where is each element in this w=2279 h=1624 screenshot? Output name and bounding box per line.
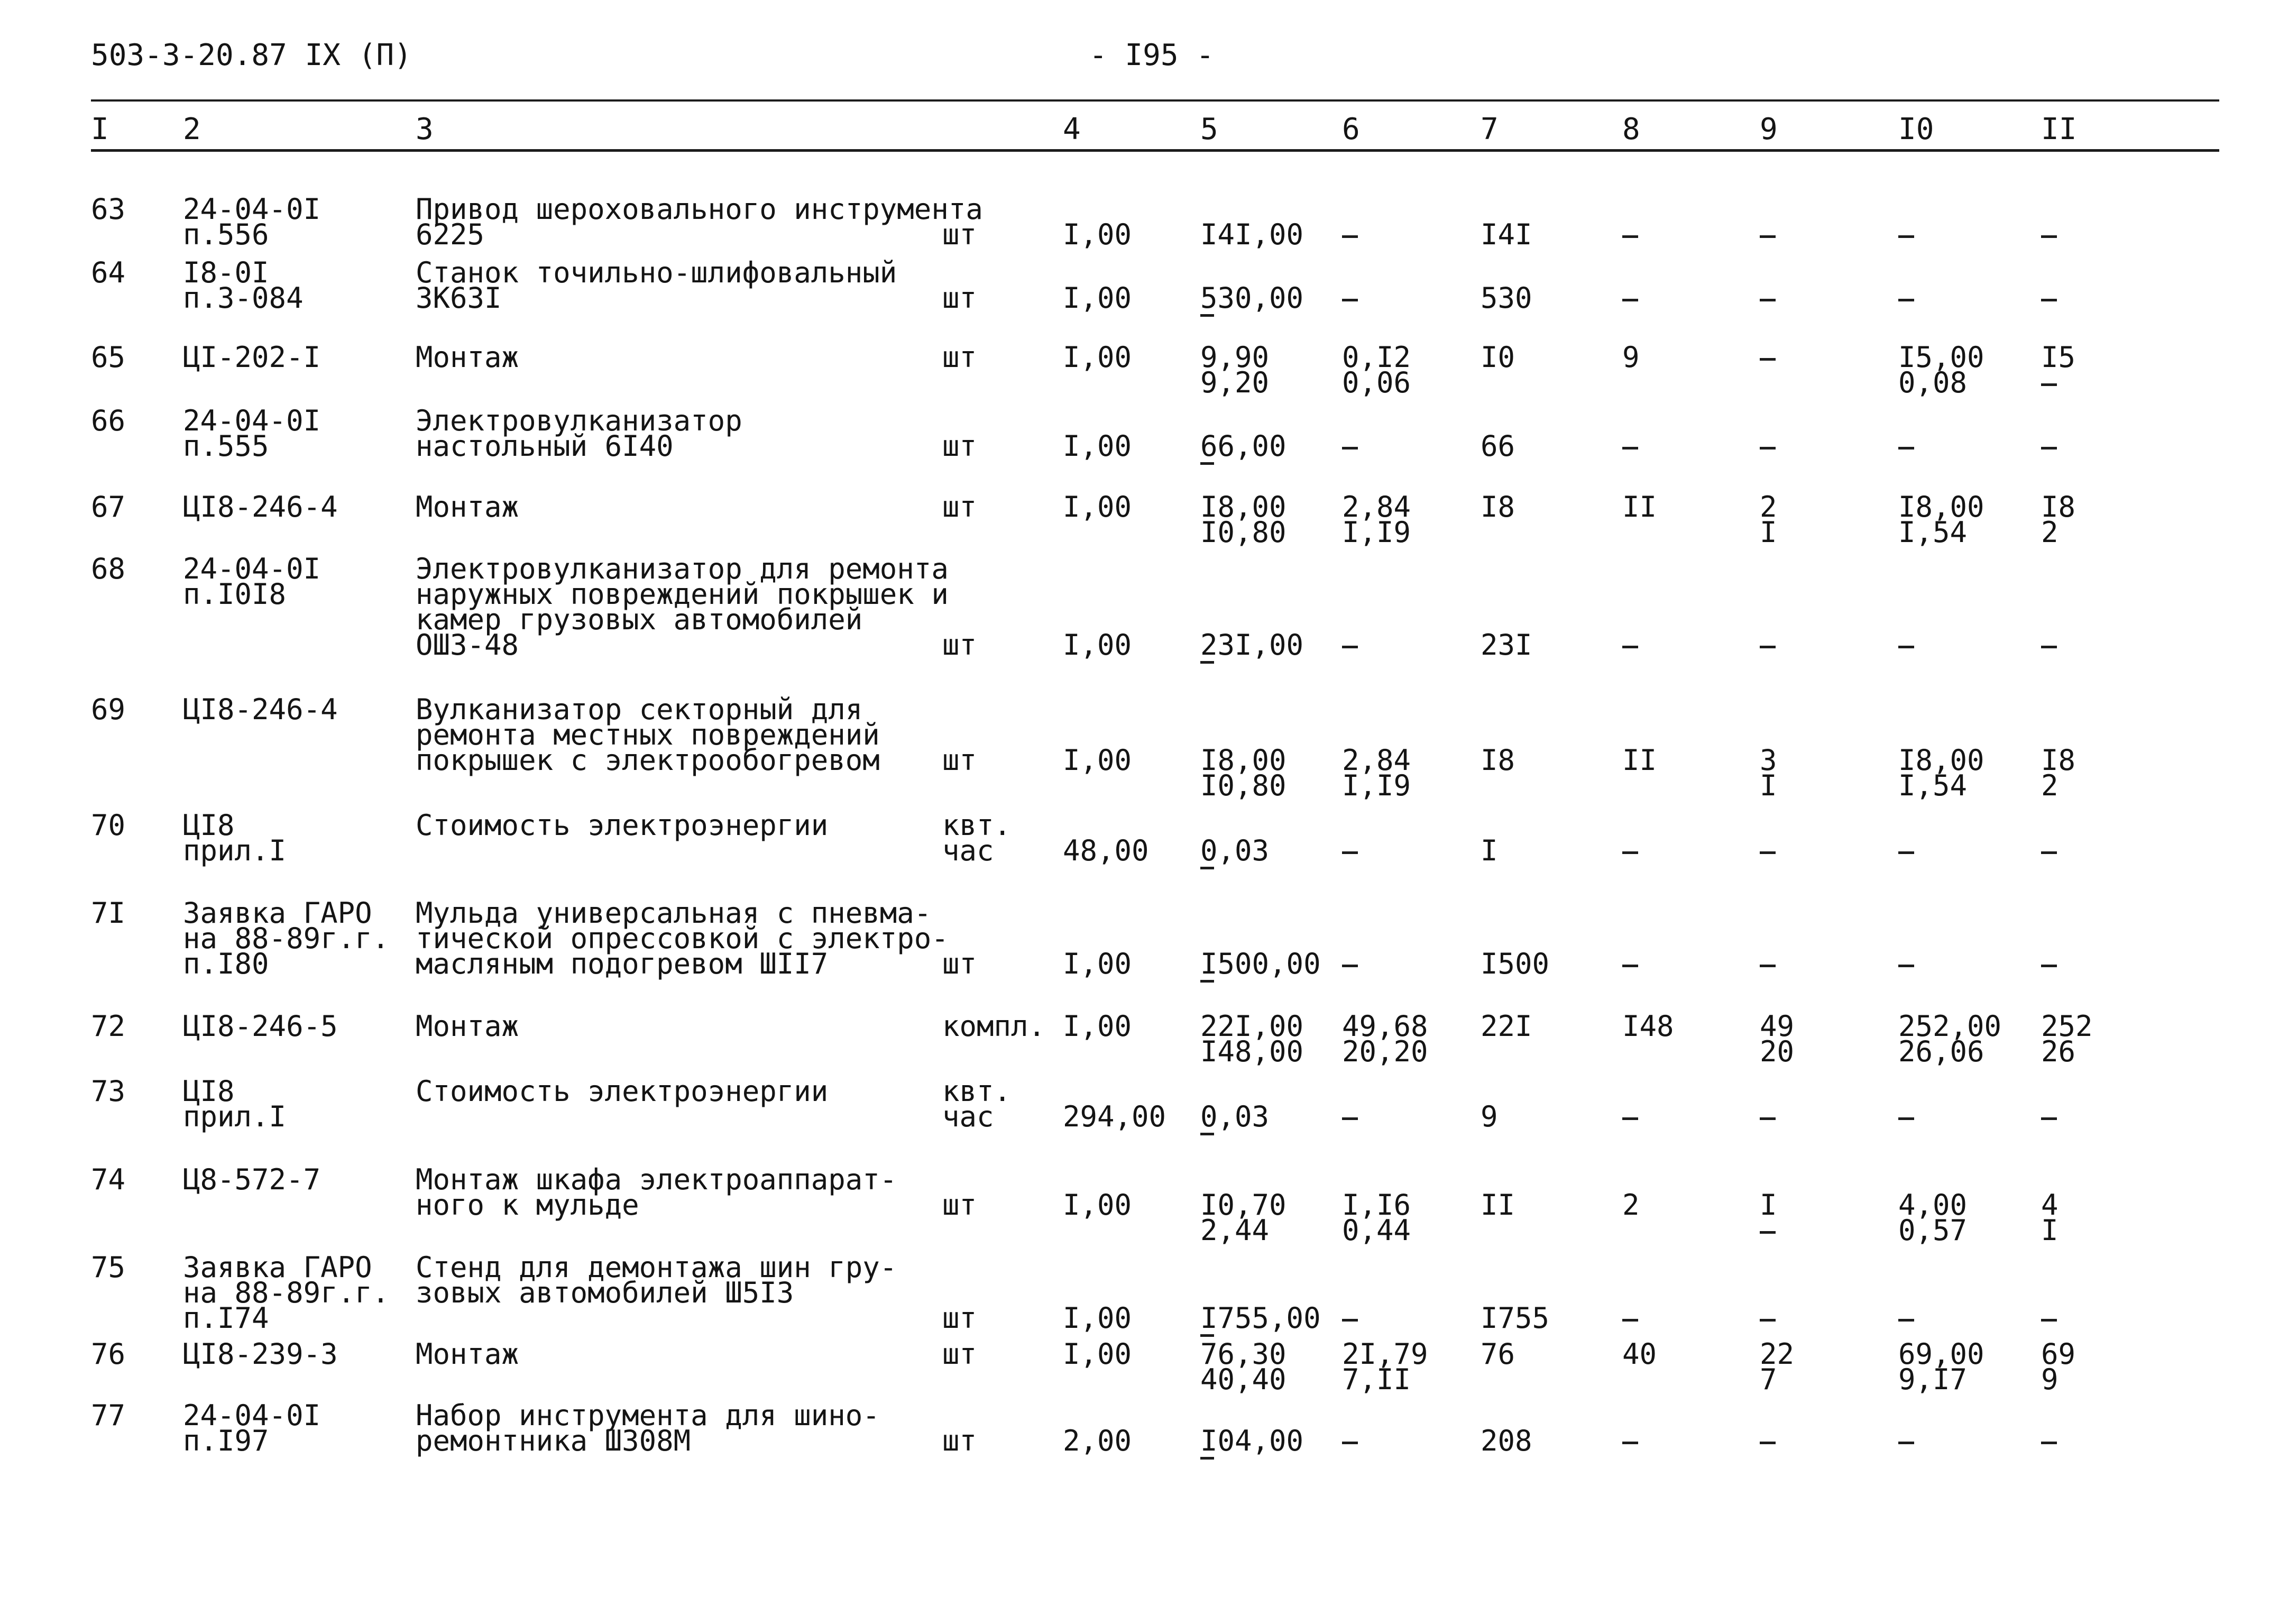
row-col8: 9 [1622,341,1640,374]
row-col11 [2041,1428,2057,1454]
dash-mark [2041,1442,2057,1444]
row-quantity: I,00 [1063,281,1132,315]
row-col11 [2041,1306,2057,1331]
row-col6: 2,84 I,I9 [1342,744,1411,802]
row-code: ЦI8 прил.I [183,809,287,867]
row-quantity: I,00 [1063,490,1132,524]
row-number: 65 [91,341,126,374]
row-col5: 23I,00 [1200,632,1303,664]
row-col5: I8,00 I0,80 [1200,744,1286,802]
dash-mark [2041,965,2057,967]
row-name: Электровулканизатор настольный 6I40 [416,404,742,463]
row-name: Стоимость электроэнергии [416,809,829,842]
row-quantity: I,00 [1063,744,1132,777]
row-col5: 9,90 9,20 [1200,341,1270,399]
row-col6: 49,68 20,20 [1342,1010,1428,1068]
row-col5: I500,00 [1200,951,1321,983]
row-code: ЦI8-246-5 [183,1010,338,1043]
row-col8: II [1622,490,1657,524]
row-col10: I5,00 0,08 [1898,341,1984,399]
dash-mark [1342,965,1358,967]
row-code: Ц8-572-7 [183,1163,321,1196]
row-col8: 40 [1622,1337,1657,1371]
row-code: 24-04-0I п.555 [183,404,321,463]
row-col7: 22I [1481,1010,1532,1043]
row-name: Набор инструмента для шино- ремонтника Ш308М [416,1399,880,1457]
row-col7: I8 [1481,490,1515,524]
row-number: 68 [91,552,126,585]
row-number: 7I [91,896,126,930]
dash-mark [1342,646,1358,648]
row-col6 [1342,632,1358,658]
row-code: 24-04-0I п.I97 [183,1399,321,1457]
row-col10 [1898,286,1914,311]
row-col9: 3 I [1760,744,1777,802]
row-number: 77 [91,1399,126,1432]
row-col10: 69,00 9,I7 [1898,1337,1984,1396]
row-col10 [1898,632,1914,658]
row-code: 24-04-0I п.556 [183,192,321,251]
row-code: ЦI8-246-4 [183,490,338,524]
row-unit: компл. [942,1010,1046,1043]
row-number: 73 [91,1075,126,1108]
dash-mark [1898,1319,1914,1322]
row-name: Монтаж [416,490,519,524]
row-quantity: I,00 [1063,1301,1132,1335]
row-unit: шт [942,341,977,374]
row-col11: I8 2 [2041,744,2076,802]
dash-mark [1622,1442,1638,1444]
row-col9 [1760,838,1776,864]
row-col10: 252,00 26,06 [1898,1010,2002,1068]
row-number: 69 [91,693,126,726]
column-header-10: I0 [1898,112,1934,146]
row-name: Монтаж [416,1010,519,1043]
row-number: 64 [91,256,126,289]
row-number: 74 [91,1163,126,1196]
dash-mark [1760,447,1776,449]
row-unit: шт [942,1301,977,1335]
row-quantity: I,00 [1063,1188,1132,1222]
dash-mark [1760,299,1776,301]
dash-mark [1760,1231,1776,1234]
dash-mark [1898,1442,1914,1444]
dash-mark [1760,358,1776,361]
row-col8 [1622,286,1638,311]
row-col6 [1342,434,1358,459]
row-quantity: I,00 [1063,1010,1132,1043]
row-col9 [1760,434,1776,459]
dash-mark [1622,235,1638,238]
dash-mark [1760,235,1776,238]
dash-mark [1342,447,1358,449]
row-col7: 208 [1481,1424,1532,1457]
dash-mark [2041,1117,2057,1120]
column-header-1: I [91,112,109,146]
row-quantity: 48,00 [1063,834,1149,867]
dash-mark [2041,383,2057,386]
column-header-5: 5 [1200,112,1218,146]
row-col7: I500 [1481,947,1550,980]
row-number: 63 [91,192,126,226]
row-col11 [2041,951,2057,977]
dash-mark [1760,851,1776,854]
row-col8 [1622,1306,1638,1331]
dash-mark [1898,851,1914,854]
row-col9: 2 I [1760,490,1777,549]
row-unit: шт [942,1424,977,1457]
row-col5: I4I,00 [1200,218,1304,251]
column-header-9: 9 [1760,112,1778,146]
row-col6 [1342,1306,1358,1331]
row-quantity: 294,00 [1063,1100,1166,1133]
row-col9 [1760,345,1776,370]
row-col7: 66 [1481,429,1515,463]
row-col11: 69 9 [2041,1337,2076,1396]
row-number: 66 [91,404,126,437]
row-col6 [1342,951,1358,977]
row-col5: I0,70 2,44 [1200,1188,1286,1247]
row-name: Монтаж шкафа электроаппарат- ного к мульде [416,1163,897,1222]
row-col9 [1760,286,1776,311]
column-header-8: 8 [1622,112,1640,146]
row-unit: шт [942,947,977,980]
row-quantity: I,00 [1063,429,1132,463]
dash-mark [1760,965,1776,967]
row-col10 [1898,951,1914,977]
document-code: 503-3-20.87 IX (П) [91,38,412,72]
row-col8 [1622,434,1638,459]
row-col10 [1898,1428,1914,1454]
row-col11 [2041,286,2057,311]
row-col7: 9 [1481,1100,1498,1133]
row-quantity: I,00 [1063,1337,1132,1371]
row-unit: квт. час [942,809,1012,867]
row-col10: I8,00 I,54 [1898,490,1984,549]
row-col6: 2I,79 7,II [1342,1337,1428,1396]
row-name: Мульда универсальная с пневма- тической опрессовкой с электро- масляным подогревом ШII7 [416,896,949,980]
row-quantity: I,00 [1063,218,1132,251]
row-col8 [1622,1104,1638,1130]
dash-mark [1622,447,1638,449]
row-col11 [2041,632,2057,658]
row-col7: I0 [1481,341,1515,374]
row-col7: I8 [1481,744,1515,777]
row-col8 [1622,838,1638,864]
row-col9 [1760,222,1776,247]
row-col10: 4,00 0,57 [1898,1188,1968,1247]
row-number: 72 [91,1010,126,1043]
row-col9: 49 20 [1760,1010,1795,1068]
dash-mark [1342,299,1358,301]
row-code: I8-0I п.3-084 [183,256,304,315]
row-quantity: I,00 [1063,341,1132,374]
row-col10 [1898,1306,1914,1331]
row-col11 [2041,1104,2057,1130]
tick-mark [1200,1457,1214,1460]
row-quantity: 2,00 [1063,1424,1132,1457]
dash-mark [1622,299,1638,301]
dash-mark [1622,965,1638,967]
dash-mark [1342,1442,1358,1444]
row-unit: шт [942,744,977,777]
row-col8 [1622,951,1638,977]
dash-mark [2041,851,2057,854]
row-unit: шт [942,281,977,315]
dash-mark [1622,1319,1638,1322]
column-header-2: 2 [183,112,201,146]
row-col9 [1760,1104,1776,1130]
row-col10 [1898,434,1914,459]
row-col9 [1760,632,1776,658]
row-unit: шт [942,490,977,524]
row-col5: 76,30 40,40 [1200,1337,1286,1396]
column-header-4: 4 [1063,112,1081,146]
row-col9: 22 7 [1760,1337,1795,1396]
dash-mark [1342,851,1358,854]
row-col5: 530,00 [1200,286,1303,317]
dash-mark [1898,447,1914,449]
column-header-11: II [2041,112,2077,146]
row-col7: I755 [1481,1301,1550,1335]
column-header-3: 3 [416,112,434,146]
row-unit: квт. час [942,1075,1012,1133]
row-col8: I48 [1622,1010,1674,1043]
row-col10 [1898,838,1914,864]
row-col5: I04,00 [1200,1428,1303,1460]
dash-mark [1760,1319,1776,1322]
tick-mark [1200,1133,1214,1135]
row-col6: 2,84 I,I9 [1342,490,1411,549]
tick-mark [1200,867,1214,869]
row-col5: 0,03 [1200,838,1269,869]
dash-mark [1622,851,1638,854]
row-code: Заявка ГАРО на 88-89г.г. п.I74 [183,1251,390,1335]
row-number: 70 [91,809,126,842]
row-col6 [1342,1428,1358,1454]
row-col8: II [1622,744,1657,777]
row-col5: 0,03 [1200,1104,1269,1135]
row-name: Монтаж [416,1337,519,1371]
row-unit: шт [942,429,977,463]
row-col7: 76 [1481,1337,1515,1371]
row-number: 75 [91,1251,126,1284]
row-col10 [1898,222,1914,247]
row-col6 [1342,286,1358,311]
row-col8 [1622,632,1638,658]
column-header-7: 7 [1481,112,1499,146]
row-name: Электровулканизатор для ремонта наружных повреждений покрышек и камер грузовых автомобилей ОШ3-48 [416,552,949,662]
row-name: Станок точильно-шлифовальный 3К63I [416,256,897,315]
top-rule [91,99,2219,102]
row-col10 [1898,1104,1914,1130]
row-col5: I8,00 I0,80 [1200,490,1286,549]
row-col9 [1760,951,1776,977]
row-col11: 4 I [2041,1188,2059,1247]
row-col11 [2041,222,2057,247]
row-col9 [1760,1306,1776,1331]
dash-mark [1342,235,1358,238]
row-quantity: I,00 [1063,628,1132,662]
row-unit: шт [942,1188,977,1222]
row-unit: шт [942,628,977,662]
row-col11: I8 2 [2041,490,2076,549]
row-code: ЦI-202-I [183,341,321,374]
dash-mark [1898,235,1914,238]
dash-mark [1760,1442,1776,1444]
row-unit: шт [942,218,977,251]
dash-mark [2041,1319,2057,1322]
row-code: Заявка ГАРО на 88-89г.г. п.I80 [183,896,390,980]
dash-mark [1898,646,1914,648]
tick-mark [1200,980,1214,983]
row-col8: 2 [1622,1188,1640,1222]
row-col7: II [1481,1188,1515,1222]
row-number: 67 [91,490,126,524]
row-col10: I8,00 I,54 [1898,744,1984,802]
page-number: - I95 - [1089,38,1215,72]
row-col6: 0,I2 0,06 [1342,341,1411,399]
dash-mark [1622,646,1638,648]
row-name: Стоимость электроэнергии [416,1075,829,1108]
dash-mark [1342,1319,1358,1322]
row-col5: 22I,00 I48,00 [1200,1010,1304,1068]
row-col6 [1342,1104,1358,1130]
row-code: 24-04-0I п.I0I8 [183,552,321,611]
dash-mark [2041,235,2057,238]
row-col9: I [1760,1192,1777,1243]
tick-mark [1200,314,1214,317]
column-header-6: 6 [1342,112,1360,146]
row-name: Стенд для демонтажа шин гру- зовых автомобилей Ш5I3 [416,1251,897,1309]
row-col9 [1760,1428,1776,1454]
row-col6 [1342,838,1358,864]
tick-mark [1200,462,1214,465]
dash-mark [1898,1117,1914,1120]
row-col6 [1342,222,1358,247]
row-col6: I,I6 0,44 [1342,1188,1411,1247]
column-header-rule [91,149,2219,152]
row-unit: шт [942,1337,977,1371]
row-name: Вулканизатор секторный для ремонта местных повреждений покрышек с электрообогревом [416,693,880,777]
row-col7: 530 [1481,281,1532,315]
dash-mark [1898,965,1914,967]
row-col11 [2041,434,2057,459]
row-code: ЦI8 прил.I [183,1075,287,1133]
row-quantity: I,00 [1063,947,1132,980]
row-col5: I755,00 [1200,1306,1321,1337]
row-name: Монтаж [416,341,519,374]
tick-mark [1200,661,1214,664]
row-col11: 252 26 [2041,1010,2093,1068]
row-col8 [1622,1428,1638,1454]
row-col7: 23I [1481,628,1532,662]
row-col5: 66,00 [1200,434,1286,465]
dash-mark [1622,1117,1638,1120]
dash-mark [1342,1117,1358,1120]
tick-mark [1200,1334,1214,1337]
dash-mark [2041,447,2057,449]
row-col7: I4I [1481,218,1532,251]
row-code: ЦI8-239-3 [183,1337,338,1371]
row-code: ЦI8-246-4 [183,693,338,726]
dash-mark [2041,646,2057,648]
dash-mark [1760,1117,1776,1120]
dash-mark [1898,299,1914,301]
row-col11 [2041,838,2057,864]
row-col7: I [1481,834,1498,867]
dash-mark [2041,299,2057,301]
row-name: Привод шероховального инструмента 6225 [416,192,983,251]
dash-mark [1760,646,1776,648]
row-col8 [1622,222,1638,247]
row-col11: I5 [2041,345,2075,396]
row-number: 76 [91,1337,126,1371]
